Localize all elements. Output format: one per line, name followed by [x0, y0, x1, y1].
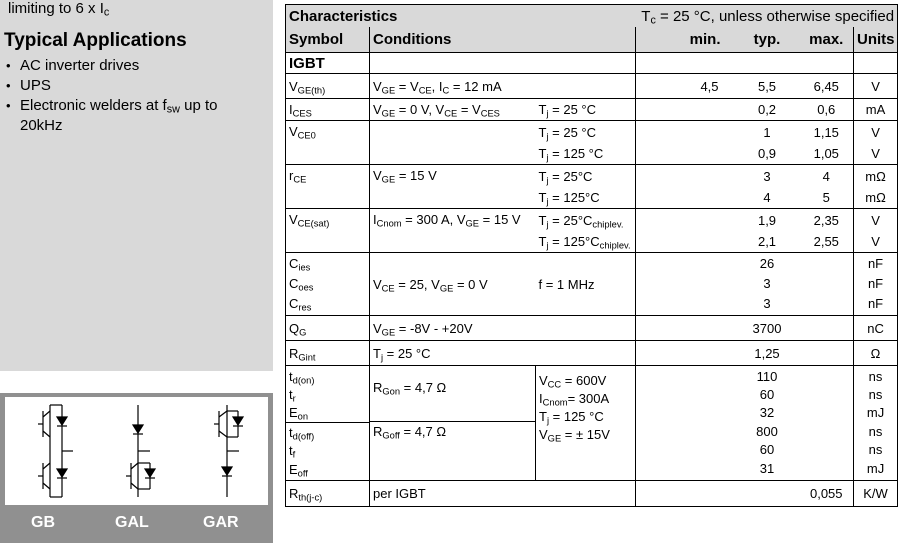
tj-ices: $T_j = 25$ °C — [536, 99, 636, 121]
typ-capacitances: 26 3 3 — [735, 253, 800, 316]
symbol-qg: $Q_G$ — [286, 316, 370, 341]
condition-rce: $V_{GE} = 15$ V — [370, 165, 536, 209]
header-symbol: Symbol — [286, 27, 370, 53]
max-rth: 0,055 — [800, 481, 854, 507]
condition-ices: $V_{GE} = 0$ V, $V_{CE} = V_{CES}$ — [370, 99, 536, 121]
typ-switching: 110 60 32 800 60 31 — [735, 366, 800, 481]
condition-note: $T_c = 25$ °C, unless otherwise specified — [636, 5, 898, 28]
unit-switching: ns ns mJ ns ns mJ — [854, 366, 898, 481]
circuit-label-gal: GAL — [115, 514, 149, 531]
symbol-rce: $r_{CE}$ — [286, 165, 370, 209]
condition-switching-circuit: $V_{CC} = 600V$ $I_{Cnom}= 300A$ $T_j = 125$ °C $V_{GE}$ = ± 15V — [536, 366, 636, 481]
typ-qg: 3700 — [735, 316, 800, 341]
typical-applications-heading: Typical Applications — [4, 30, 187, 51]
list-item: • AC inverter drives — [4, 56, 217, 76]
table-title: Characteristics — [286, 5, 636, 28]
typ-rgint: 1,25 — [735, 341, 800, 366]
section-igbt: IGBT — [286, 53, 370, 74]
table-row — [286, 99, 898, 121]
max-vce0: 1,15 1,05 — [800, 121, 854, 165]
max-ices: 0,6 — [800, 99, 854, 121]
header-conditions: Conditions — [370, 27, 636, 53]
typ-vge-th: 5,5 — [735, 74, 800, 99]
unit-vce-sat: V V — [854, 209, 898, 253]
unit-ices: mA — [854, 99, 898, 121]
table-row — [286, 316, 898, 341]
condition-rth: per IGBT — [370, 481, 636, 507]
symbol-vce-sat: $V_{CE(sat)}$ — [286, 209, 370, 253]
circuit-diagram — [5, 397, 268, 505]
max-vce-sat: 2,35 2,55 — [800, 209, 854, 253]
circuit-label-gb: GB — [31, 514, 55, 531]
gb-circuit-symbol — [38, 405, 73, 497]
table-row — [286, 121, 898, 165]
unit-rce: mΩ mΩ — [854, 165, 898, 209]
typ-vce-sat: 1,9 2,1 — [735, 209, 800, 253]
characteristics-table — [285, 4, 898, 507]
section-row — [286, 53, 898, 74]
gar-circuit-symbol — [214, 405, 243, 497]
tj-rce: $T_j = 25^\circ C$ $T_j = 125^\circ C$ — [536, 165, 636, 209]
unit-rgint: Ω — [854, 341, 898, 366]
header-min: min. — [636, 27, 735, 53]
header-max: max. — [800, 27, 854, 53]
condition-capacitances: $V_{CE} = 25$, $V_{GE} = 0$ V — [370, 253, 536, 316]
condition-switching-rg: $R_{Gon} = 4,7$ Ω $R_{Goff} = 4,7$ Ω — [370, 366, 536, 481]
table-row — [286, 165, 898, 209]
unit-capacitances: nF nF nF — [854, 253, 898, 316]
applications-list — [4, 56, 217, 136]
tj-vce0: $T_j = 25$ °C $T_j = 125$ °C — [536, 121, 636, 165]
table-row — [286, 74, 898, 99]
symbol-ices: $I_{CES}$ — [286, 99, 370, 121]
header-typ: typ. — [735, 27, 800, 53]
circuit-label-gar: GAR — [203, 514, 239, 531]
symbol-rgint: $R_{Gint}$ — [286, 341, 370, 366]
typ-ices: 0,2 — [735, 99, 800, 121]
list-item: • UPS — [4, 76, 217, 96]
table-title-row — [286, 5, 898, 28]
table-row — [286, 209, 898, 253]
limiting-text: limiting to 6 x $I_c$ — [8, 0, 110, 19]
table-row — [286, 341, 898, 366]
max-rce: 4 5 — [800, 165, 854, 209]
condition-vge-th: $V_{GE} = V_{CE}$, $I_C = 12$ mA — [370, 74, 636, 99]
gal-circuit-symbol — [126, 405, 155, 497]
typ-vce0: 1 0,9 — [735, 121, 800, 165]
header-units: Units — [854, 27, 898, 53]
table-row — [286, 366, 898, 481]
min-vge-th: 4,5 — [636, 74, 735, 99]
circuit-diagram-panel — [0, 393, 273, 543]
symbol-vce0: $V_{CE0}$ — [286, 121, 370, 165]
unit-qg: nC — [854, 316, 898, 341]
symbol-rth: $R_{th(j-c)}$ — [286, 481, 370, 507]
applications-panel — [0, 0, 273, 371]
table-row — [286, 481, 898, 507]
max-vge-th: 6,45 — [800, 74, 854, 99]
condition-qg: $V_{GE} = -8V - +20V$ — [370, 316, 636, 341]
list-item: • Electronic welders at $f_{sw}$ up to 20kHz — [4, 96, 217, 136]
symbol-switching: $t_{d(on)}$ $t_r$ $E_{on}$ $t_{d(off)}$ $t_f$ $E_{off}$ — [286, 366, 370, 481]
symbol-vge-th: $V_{GE(th)}$ — [286, 74, 370, 99]
table-header-row — [286, 27, 898, 53]
symbol-capacitances: $C_{ies}$ $C_{oes}$ $C_{res}$ — [286, 253, 370, 316]
table-row — [286, 253, 898, 316]
unit-vge-th: V — [854, 74, 898, 99]
tj-vce-sat: $T_j = 25^\circ C_{chiplev.}$ $T_j = 125^\circ C_{chiplev.}$ — [536, 209, 636, 253]
freq-capacitances: f = 1 MHz — [536, 253, 636, 316]
condition-vce-sat: $I_{Cnom} = 300$ A, $V_{GE} = 15$ V — [370, 209, 536, 253]
condition-rgint: $T_j = 25$ °C — [370, 341, 636, 366]
unit-vce0: V V — [854, 121, 898, 165]
unit-rth: K/W — [854, 481, 898, 507]
typ-rce: 3 4 — [735, 165, 800, 209]
